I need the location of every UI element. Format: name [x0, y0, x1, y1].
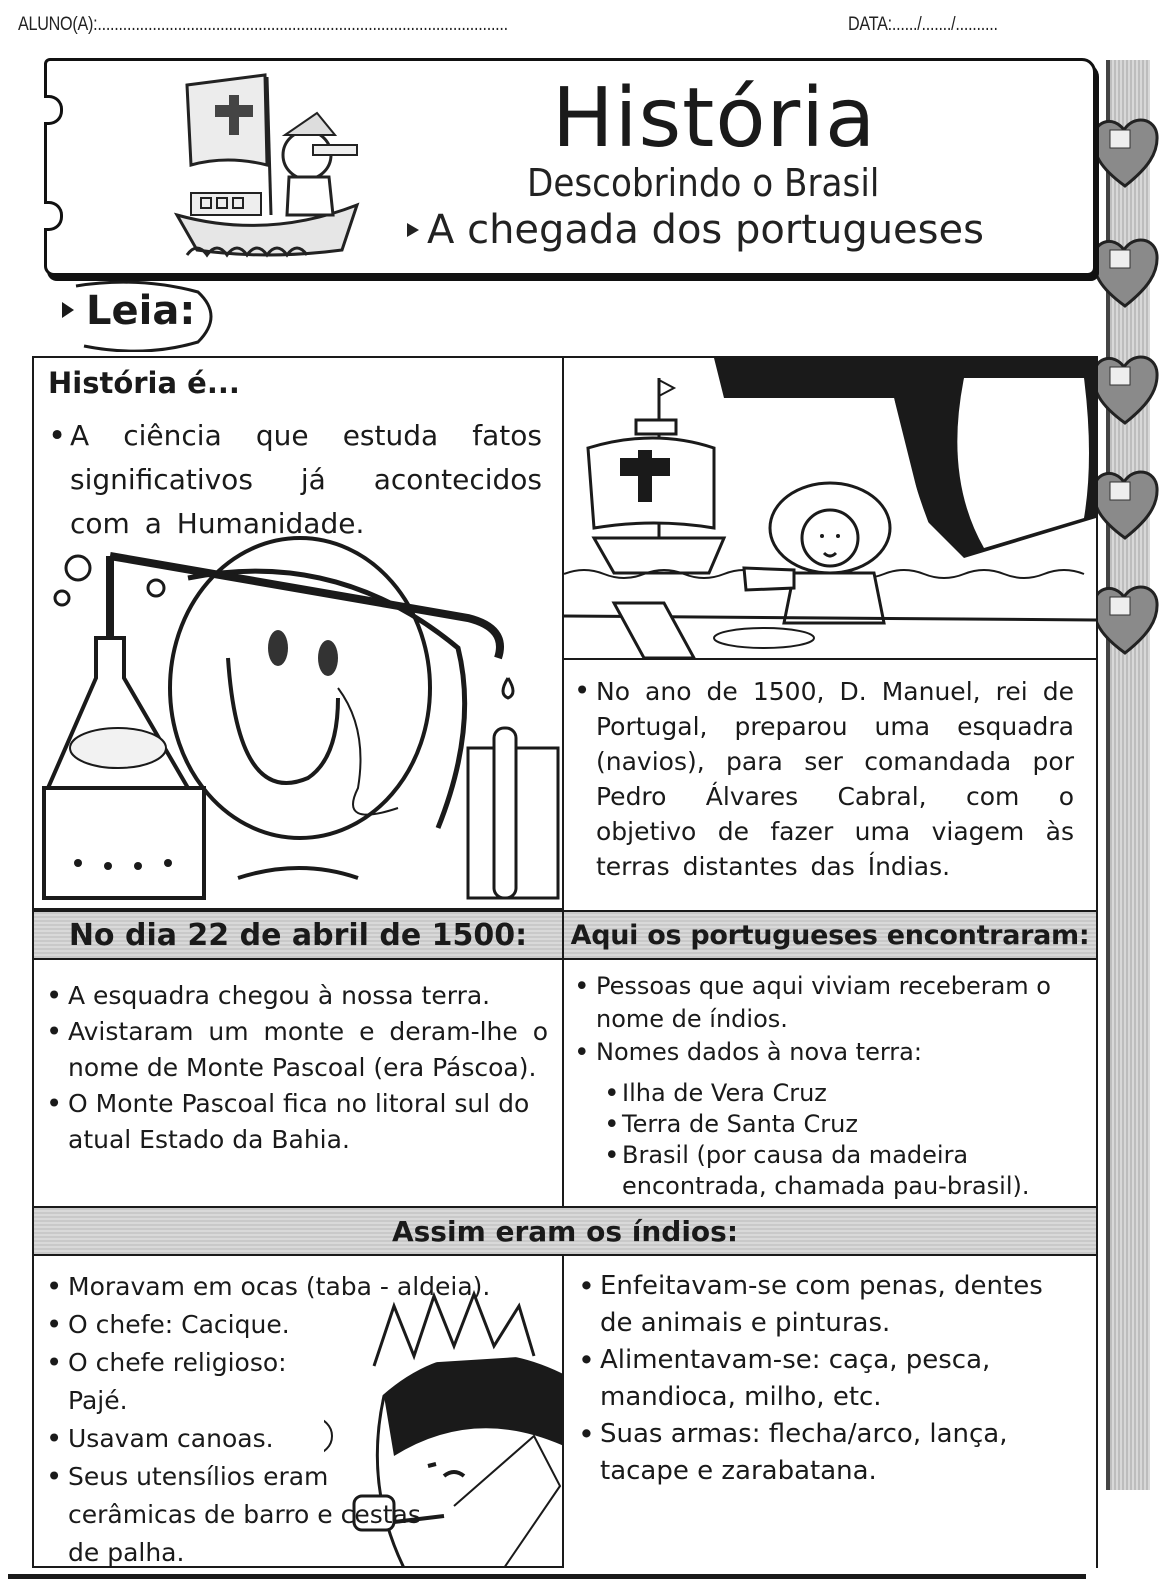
bottom-rule [8, 1574, 1086, 1579]
banner-notch [44, 201, 63, 231]
globe-lab-illustration [38, 528, 562, 908]
page-title: História [552, 71, 877, 166]
list-item: • A ciência que estuda fatos significativos já acontecidos com a Humanidade. [42, 414, 542, 546]
list-item: • A esquadra chegou à nossa terra. [40, 978, 548, 1014]
list-item: • Nomes dados à nova terra: [568, 1036, 1078, 1069]
list-item: • O chefe: Cacique. [40, 1306, 540, 1344]
cabral-illustration-panel [562, 356, 1098, 660]
heart-stamp-icon [1090, 575, 1159, 655]
student-name-field[interactable]: ALUNO(A):................................................................................................. [18, 14, 508, 35]
date-field[interactable]: DATA:....../......./.......... [848, 14, 998, 35]
found-here-panel [562, 958, 1098, 1208]
indians-right-list [572, 1268, 1072, 1490]
arrow-right-icon [407, 223, 419, 237]
list-item: • Usavam canoas. [40, 1420, 540, 1458]
list-item: • Brasil (por causa da madeira encontrada, chamada pau-brasil). [598, 1140, 1068, 1202]
heart-stamp-icon [1090, 108, 1159, 188]
list-item: • O chefe religioso: Pajé. [40, 1344, 308, 1420]
found-here-list [568, 970, 1078, 1069]
list-item: • No ano de 1500, D. Manuel, rei de Portugal, preparou uma esquadra (navios), para ser comandada por Pedro Álvares Cabral, com o objetivo de fazer uma viagem às terras distantes das Índias. [568, 674, 1074, 884]
april-22-list [40, 978, 548, 1158]
list-item: • O Monte Pascoal fica no litoral sul do atual Estado da Bahia. [40, 1086, 548, 1158]
navigator-caravel-illustration [564, 358, 1096, 658]
list-item: • Avistaram um monte e deram-lhe o nome de Monte Pascoal (era Páscoa). [40, 1014, 548, 1086]
caravel-illustration [157, 65, 387, 265]
list-item: • Seus utensílios eram cerâmicas de barro e cestas de palha. [40, 1458, 428, 1568]
cabral-text-panel [562, 658, 1098, 912]
list-item: • Terra de Santa Cruz [598, 1109, 1068, 1140]
list-item: • Suas armas: flecha/arco, lança, tacape e zarabatana. [572, 1416, 1072, 1490]
history-definition-panel [32, 356, 564, 910]
page-topic [407, 207, 984, 253]
heart-stamp-icon [1090, 345, 1159, 425]
banner-notch [44, 95, 63, 125]
title-banner [44, 58, 1096, 276]
page-subtitle: Descobrindo o Brasil [527, 161, 880, 205]
indians-left-list [40, 1268, 540, 1568]
found-here-heading: Aqui os portugueses encontraram: [562, 910, 1098, 960]
indians-heading: Assim eram os índios: [32, 1206, 1098, 1256]
april-22-panel [32, 958, 564, 1208]
history-definition-list [42, 414, 542, 546]
heart-stamp-icon [1090, 460, 1159, 540]
list-item: • Pessoas que aqui viviam receberam o nome de índios. [568, 970, 1078, 1036]
list-item: • Ilha de Vera Cruz [598, 1078, 1068, 1109]
indians-right-panel [562, 1254, 1098, 1568]
cabral-text-list [568, 674, 1074, 884]
read-badge [48, 280, 218, 352]
history-definition-heading: História é... [48, 366, 240, 400]
list-item: • Enfeitavam-se com penas, dentes de animais e pinturas. [572, 1268, 1072, 1342]
list-item: • Alimentavam-se: caça, pesca, mandioca, milho, etc. [572, 1342, 1072, 1416]
heart-stamp-icon [1090, 228, 1159, 308]
april-22-heading: No dia 22 de abril de 1500: [32, 910, 564, 960]
topic-text: A chegada dos portugueses [427, 207, 984, 253]
indians-left-panel [32, 1254, 564, 1568]
new-land-names-list [598, 1078, 1068, 1202]
read-label: Leia: [86, 288, 196, 334]
list-item: • Moravam em ocas (taba - aldeia). [40, 1268, 540, 1306]
